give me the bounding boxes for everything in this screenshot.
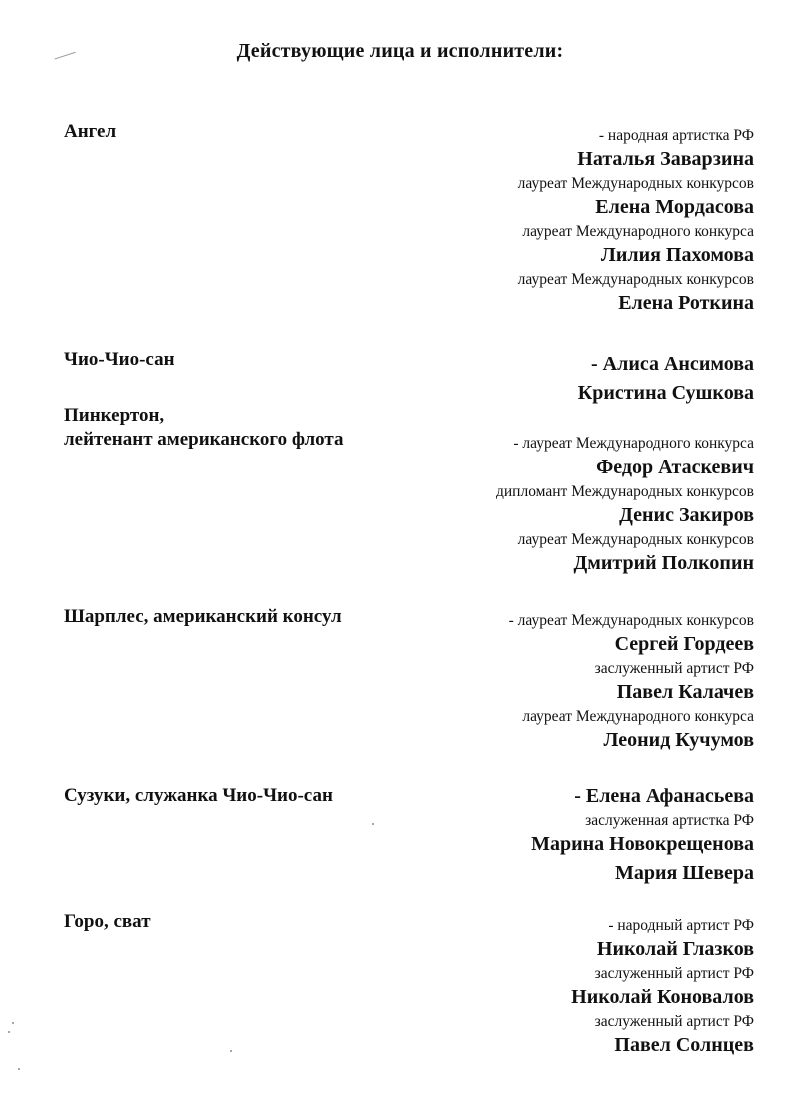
- performer-name: Николай Коновалов: [571, 986, 754, 1008]
- performer-name: Наталья Заварзина: [577, 148, 754, 170]
- performer-credit: заслуженный артист РФ: [594, 1013, 754, 1030]
- performer-name: Елена Роткина: [618, 292, 754, 314]
- role-suzuki: [64, 784, 333, 808]
- role-name: Ангел: [64, 121, 117, 142]
- performer-name: Сергей Гордеев: [614, 633, 754, 655]
- performer-name: Марина Новокрещенова: [531, 833, 754, 855]
- performer-credit: дипломант Международных конкурсов: [496, 483, 754, 500]
- role-name: Шарплес, американский консул: [64, 606, 342, 627]
- cast-suzuki: [374, 784, 754, 886]
- scan-speck: [12, 1022, 14, 1024]
- performer-credit: - народная артистка РФ: [598, 127, 754, 144]
- cast-pinkerton: [374, 432, 754, 576]
- performer-name: Николай Глазков: [596, 938, 754, 960]
- performer-credit: лауреат Международных конкурсов: [517, 175, 754, 192]
- role-name: Пинкертон,: [64, 405, 165, 426]
- performer-name: Федор Атаскевич: [596, 456, 754, 478]
- cast-goro: [374, 914, 754, 1058]
- performer-credit: заслуженная артистка РФ: [585, 812, 754, 829]
- role-name: Сузуки, служанка Чио-Чио-сан: [64, 785, 333, 806]
- performer-credit: лауреат Международных конкурсов: [517, 531, 754, 548]
- role-name: Горо, сват: [64, 911, 151, 932]
- performer-name: Павел Калачев: [616, 681, 754, 703]
- performer-credit: лауреат Международного конкурса: [522, 708, 754, 725]
- cast-cio-cio-san: [374, 350, 754, 408]
- role-pinkerton: [64, 404, 343, 452]
- performer-name: Кристина Сушкова: [577, 382, 754, 404]
- performer-name: Мария Шевера: [615, 862, 754, 884]
- scan-speck: [18, 1068, 20, 1070]
- role-angel: [64, 120, 116, 144]
- performer-credit: заслуженный артист РФ: [594, 965, 754, 982]
- performer-name: - Елена Афанасьева: [574, 785, 754, 807]
- role-description: лейтенант американского флота: [64, 429, 344, 450]
- performer-credit: заслуженный артист РФ: [594, 660, 754, 677]
- performer-name: - Алиса Ансимова: [591, 353, 754, 375]
- role-sharpless: [64, 605, 342, 629]
- role-goro: [64, 910, 151, 934]
- page-title: Действующие лица и исполнители:: [236, 40, 564, 62]
- performer-credit: - лауреат Международных конкурсов: [508, 612, 754, 629]
- performer-name: Денис Закиров: [619, 504, 754, 526]
- role-cio-cio-san: [64, 348, 175, 372]
- cast-sharpless: [374, 609, 754, 753]
- performer-credit: - лауреат Международного конкурса: [513, 435, 754, 452]
- performer-name: Дмитрий Полкопин: [573, 552, 754, 574]
- performer-name: Лилия Пахомова: [600, 244, 754, 266]
- scan-speck: [372, 823, 374, 825]
- performer-name: Леонид Кучумов: [603, 729, 754, 751]
- scan-speck: [8, 1031, 10, 1033]
- role-name: Чио-Чио-сан: [64, 349, 175, 370]
- performer-name: Павел Солнцев: [614, 1034, 754, 1056]
- performer-name: Елена Мордасова: [595, 196, 754, 218]
- performer-credit: лауреат Международного конкурса: [522, 223, 754, 240]
- performer-credit: - народный артист РФ: [608, 917, 754, 934]
- scan-speck: [230, 1050, 232, 1052]
- cast-angel: [374, 124, 754, 316]
- performer-credit: лауреат Международных конкурсов: [517, 271, 754, 288]
